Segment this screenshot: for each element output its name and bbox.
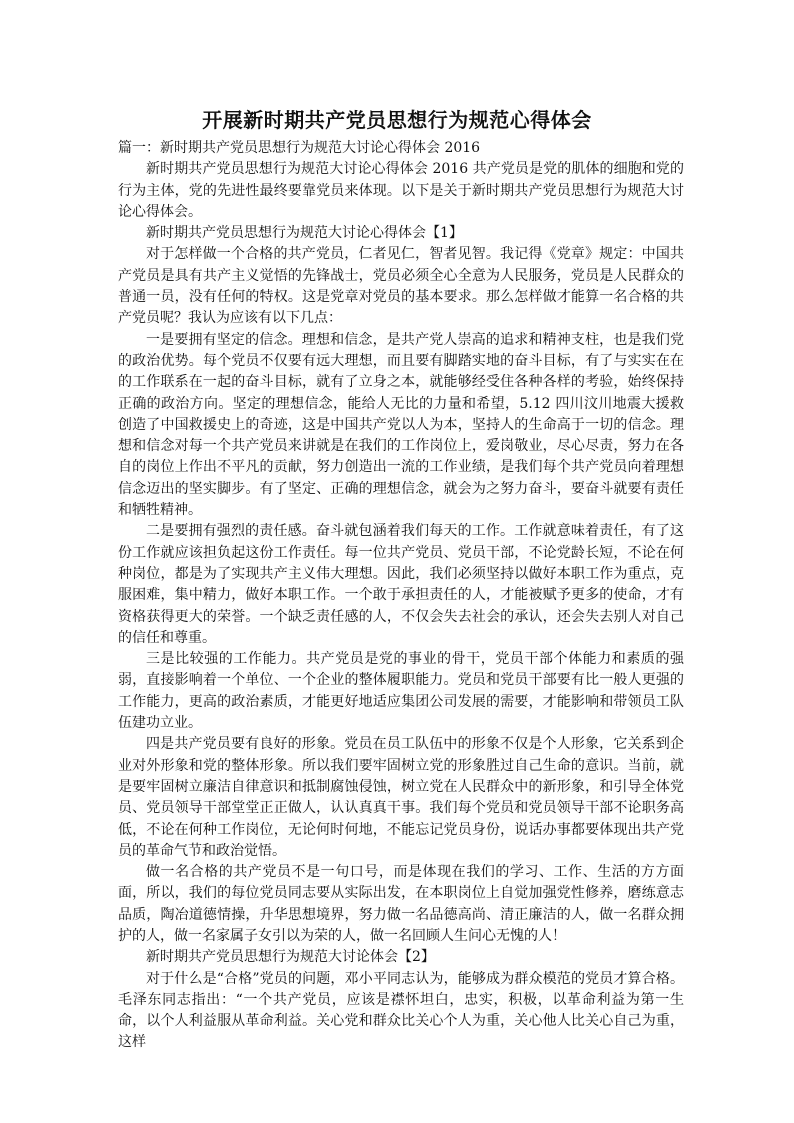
paragraph: 三是比较强的工作能力。共产党员是党的事业的骨干，党员干部个体能力和素质的强弱，直接影响着一个单位、一个企业的整体履职能力。党员和党员干部要有比一般人更强的工作能力，更高的政治素质，才能更好地适应集团公司发展的需要，才能影响和带领员工队伍建功立业。 bbox=[118, 651, 684, 732]
document-title: 开展新时期共产党员思想行为规范心得体会 bbox=[202, 108, 592, 132]
document-body bbox=[118, 138, 684, 1054]
paragraph: 四是共产党员要有良好的形象。党员在员工队伍中的形象不仅是个人形象，它关系到企业对外形象和党的整体形象。所以我们要牢固树立党的形象胜过自己生命的意识。当前，就是要牢固树立廉洁自律意识和抵制腐蚀侵蚀，树立党在人民群众中的新形象，和引导全体党员、党员领导干部堂堂正正做人，认认真真干事。我们每个党员和党员领导干部不论职务高低，不论在何种工作岗位，无论何时何地，不能忘记党员身份，说话办事都要体现出共产党员的革命气节和政治觉悟。 bbox=[118, 736, 684, 859]
paragraph: 二是要拥有强烈的责任感。奋斗就包涵着我们每天的工作。工作就意味着责任，有了这份工作就应该担负起这份工作责任。每一位共产党员、党员干部，不论党龄长短，不论在何种岗位，都是为了实现共产主义伟大理想。因此，我们必须坚持以做好本职工作为重点，克服困难，集中精力，做好本职工作。一个敢于承担责任的人，才能被赋予更多的使命，才有资格获得更大的荣誉。一个缺乏责任感的人，不仅会失去社会的承认，还会失去别人对自己的信任和尊重。 bbox=[118, 523, 684, 646]
paragraph: 对于怎样做一个合格的共产党员，仁者见仁，智者见智。我记得《党章》规定：中国共产党员是具有共产主义觉悟的先锋战士，党员必须全心全意为人民服务，党员是人民群众的普通一员，没有任何的特权。这是党章对党员的基本要求。那么怎样做才能算一名合格的共产党员呢？我认为应该有以下几点： bbox=[118, 246, 684, 327]
paragraph: 篇一：新时期共产党员思想行为规范大讨论心得体会 2016 bbox=[118, 140, 481, 156]
paragraph: 对于什么是“合格”党员的问题，邓小平同志认为，能够成为群众模范的党员才算合格。毛泽东同志指出：“一个共产党员，应该是襟怀坦白，忠实，积极，以革命利益为第一生命，以个人利益服从革命利益。关心党和群众比关心个人为重，关心他人比关心自己为重，这样 bbox=[118, 970, 684, 1051]
paragraph: 新时期共产党员思想行为规范大讨论体会【2】 bbox=[146, 949, 435, 966]
paragraph: 一是要拥有坚定的信念。理想和信念，是共产党人崇高的追求和精神支柱，也是我们党的政治优势。每个党员不仅要有远大理想，而且要有脚踏实地的奋斗目标，有了与实实在在的工作联系在一起的奋斗目标，就有了立身之本，就能够经受住各种各样的考验，始终保持正确的政治方向。坚定的理想信念，能给人无比的力量和希望，5.12 四川汶川地震大援救创造了中国救援史上的奇迹，这是中国共产党以人为本，坚持人的生命高于一切的信念。理想和信念对每一个共产党员来讲就是在我们的工作岗位上，爱岗敬业，尽心尽责，努力在各自的岗位上作出不平凡的贡献，努力创造出一流的工作业绩，是我们每个共产党员向着理想信念迈出的坚实脚步。有了坚定、正确的理想信念，就会为之努力奋斗，要奋斗就要有责任和牺牲精神。 bbox=[118, 331, 684, 519]
paragraph: 新时期共产党员思想行为规范大讨论心得体会 2016 共产党员是党的肌体的细胞和党的行为主体，党的先进性最终要靠党员来体现。以下是关于新时期共产党员思想行为规范大讨论心得体会。 bbox=[118, 161, 684, 220]
paragraph: 新时期共产党员思想行为规范大讨论心得体会【1】 bbox=[146, 225, 463, 242]
paragraph: 做一名合格的共产党员不是一句口号，而是体现在我们的学习、工作、生活的方方面面，所以，我们的每位党员同志要从实际出发，在本职岗位上自觉加强党性修养，磨练意志品质，陶冶道德情操，升华思想境界，努力做一名品德高尚、清正廉洁的人，做一名群众拥护的人，做一名家属子女引以为荣的人，做一名回顾人生问心无愧的人！ bbox=[118, 864, 684, 944]
